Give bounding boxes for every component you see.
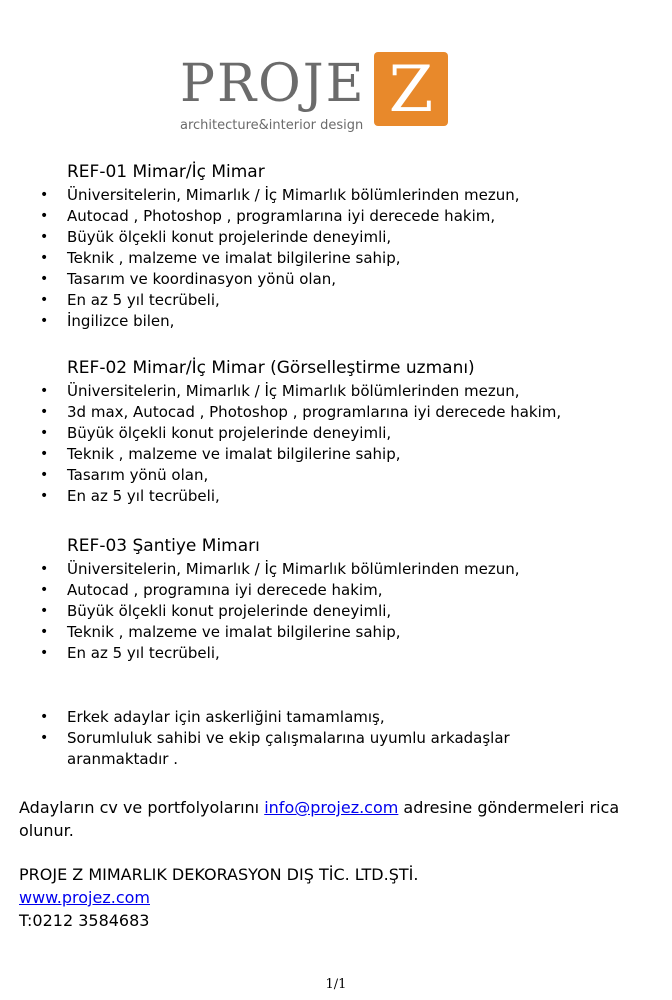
- list-item: • Sorumluluk sahibi ve ekip çalışmalarına uyumlu arkadaşlar aranmaktadır .: [36, 728, 537, 770]
- list-item: • İngilizce bilen,: [36, 311, 636, 332]
- list-item: • Büyük ölçekli konut projelerinde deneyimli,: [36, 601, 636, 622]
- section-list-ref-01: [36, 185, 636, 332]
- application-text-after: adresine göndermeleri rica olunur.: [19, 798, 620, 840]
- list-item: • Autocad , programına iyi derecede hakim,: [36, 580, 636, 601]
- list-item: • Tasarım ve koordinasyon yönü olan,: [36, 269, 636, 290]
- list-item: • Büyük ölçekli konut projelerinde deneyimli,: [36, 423, 636, 444]
- company-phone: T:0212 3584683: [19, 911, 150, 930]
- list-item: • En az 5 yıl tecrübeli,: [36, 290, 636, 311]
- list-item: • Üniversitelerin, Mimarlık / İç Mimarlık bölümlerinden mezun,: [36, 559, 636, 580]
- section-title-ref-03: REF-03 Şantiye Mimarı: [67, 536, 260, 556]
- section-list-ref-02: [36, 381, 636, 507]
- application-paragraph: [19, 796, 649, 842]
- company-logo: [176, 50, 476, 142]
- company-website: [19, 886, 649, 909]
- application-text-before: Adayların cv ve portfolyolarını: [19, 798, 265, 817]
- email-link[interactable]: info@projez.com: [264, 798, 399, 817]
- list-item: • 3d max, Autocad , Photoshop , programlarına iyi derecede hakim,: [36, 402, 636, 423]
- list-item: • Autocad , Photoshop , programlarına iyi derecede hakim,: [36, 206, 636, 227]
- list-item: • En az 5 yıl tecrübeli,: [36, 643, 636, 664]
- list-item: • Teknik , malzeme ve imalat bilgilerine sahip,: [36, 248, 636, 269]
- section-title-ref-02: REF-02 Mimar/İç Mimar (Görselleştirme uzmanı): [67, 358, 475, 378]
- website-link[interactable]: www.projez.com: [19, 888, 150, 907]
- section-title-ref-01: REF-01 Mimar/İç Mimar: [67, 162, 265, 182]
- list-item: • En az 5 yıl tecrübeli,: [36, 486, 636, 507]
- section-list-ref-03: [36, 559, 636, 664]
- list-item: • Teknik , malzeme ve imalat bilgilerine sahip,: [36, 444, 636, 465]
- logo-z-box: [374, 52, 448, 126]
- company-name: PROJE Z MIMARLIK DEKORASYON DIŞ TİC. LTD.ŞTİ.: [19, 865, 419, 884]
- page-number: 1/1: [325, 977, 347, 992]
- logo-wordmark: PROJE: [180, 54, 366, 114]
- general-requirements-list: [36, 707, 636, 770]
- logo-tagline: architecture&interior design: [180, 118, 364, 133]
- list-item: • Teknik , malzeme ve imalat bilgilerine sahip,: [36, 622, 636, 643]
- list-item: • Büyük ölçekli konut projelerinde deneyimli,: [36, 227, 636, 248]
- list-item: • Tasarım yönü olan,: [36, 465, 636, 486]
- logo-z-letter: Z: [388, 53, 434, 127]
- list-item: • Üniversitelerin, Mimarlık / İç Mimarlık bölümlerinden mezun,: [36, 185, 636, 206]
- list-item: • Üniversitelerin, Mimarlık / İç Mimarlık bölümlerinden mezun,: [36, 381, 636, 402]
- list-item: • Erkek adaylar için askerliğini tamamlamış,: [36, 707, 636, 728]
